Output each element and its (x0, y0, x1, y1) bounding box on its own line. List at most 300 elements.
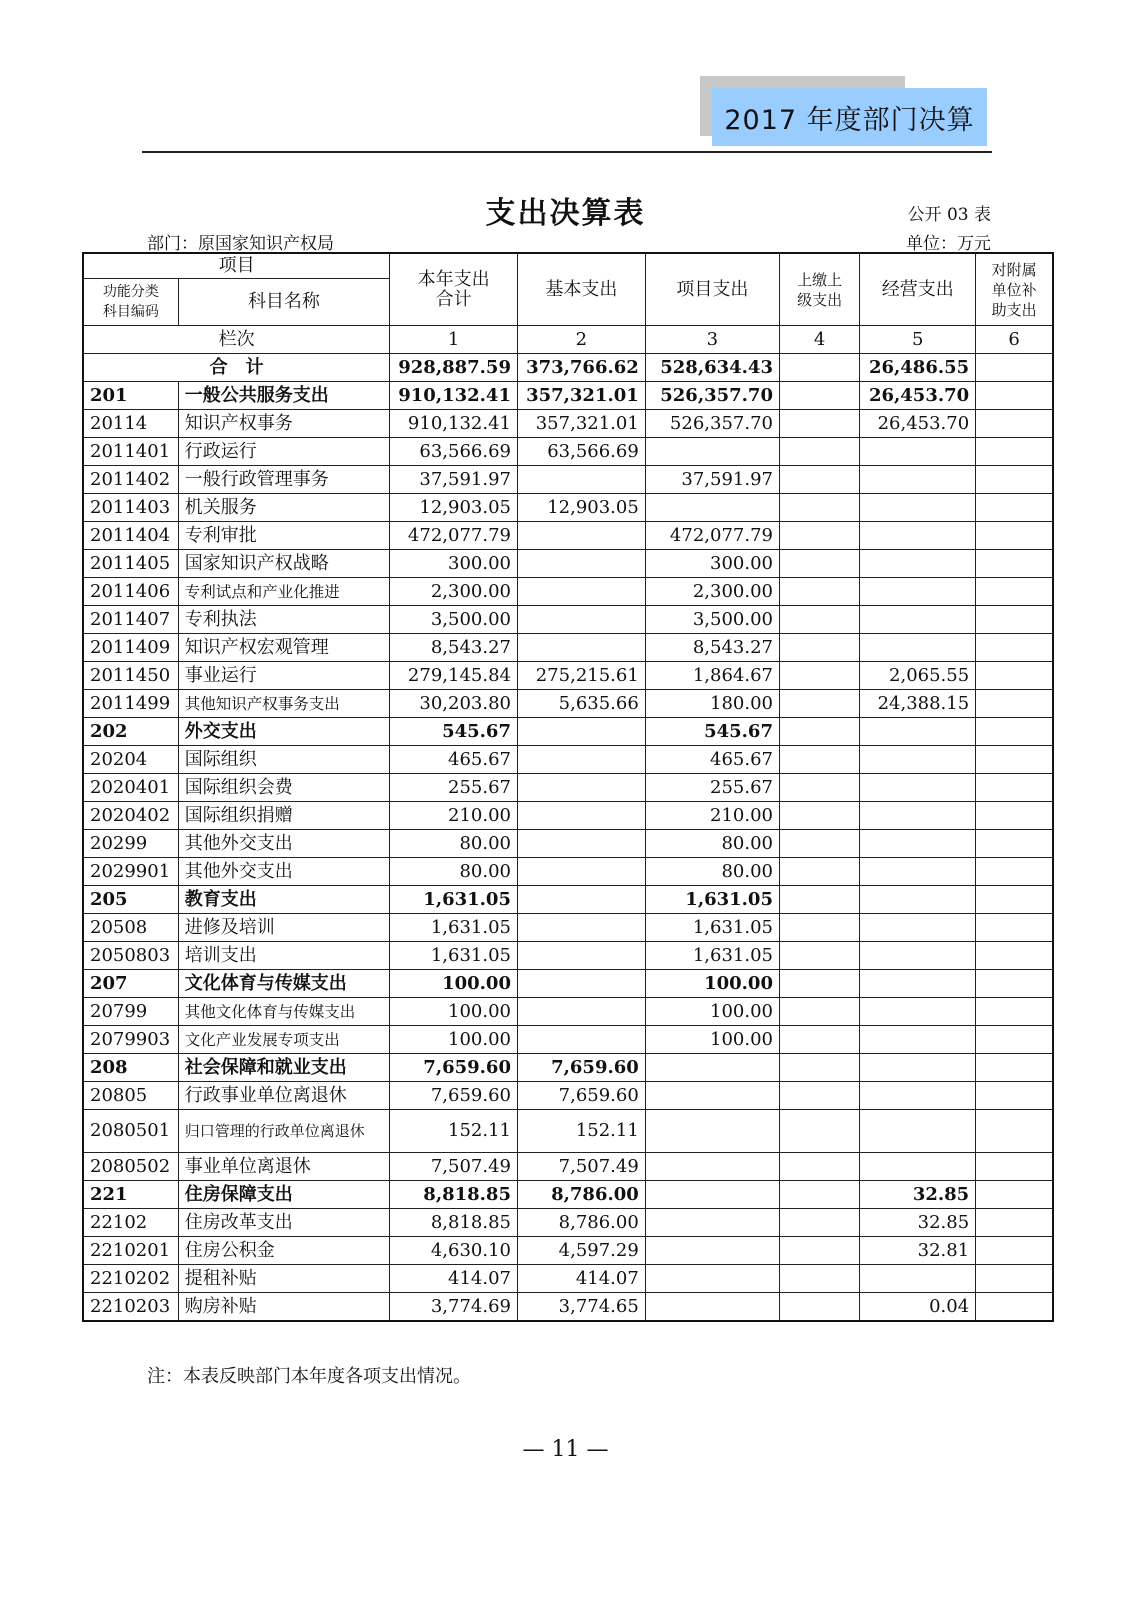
row-subsidy (976, 522, 1053, 550)
row-project: 3,500.00 (645, 606, 779, 634)
row-subsidy (976, 914, 1053, 942)
row-total: 1,631.05 (390, 886, 518, 914)
row-basic (517, 578, 645, 606)
row-total: 8,818.85 (390, 1181, 518, 1209)
row-project (645, 1153, 779, 1181)
row-basic: 414.07 (517, 1265, 645, 1293)
row-project: 526,357.70 (645, 410, 779, 438)
row-upper (779, 886, 859, 914)
row-subsidy (976, 774, 1053, 802)
total-upper (779, 354, 859, 382)
table-row (83, 494, 1053, 522)
row-basic (517, 1026, 645, 1054)
row-total: 100.00 (390, 998, 518, 1026)
header-code: 功能分类 科目编码 (83, 279, 178, 326)
row-project (645, 1293, 779, 1322)
row-basic (517, 718, 645, 746)
table-row (83, 802, 1053, 830)
row-upper (779, 382, 859, 410)
row-basic (517, 886, 645, 914)
row-project: 37,591.97 (645, 466, 779, 494)
row-code: 201 (83, 382, 178, 410)
header-project: 项目 (83, 253, 390, 279)
table-row (83, 774, 1053, 802)
row-basic (517, 774, 645, 802)
row-name: 国家知识产权战略 (178, 550, 389, 578)
row-business (860, 1054, 976, 1082)
row-upper (779, 438, 859, 466)
row-upper (779, 662, 859, 690)
table-note: 注：本表反映部门本年度各项支出情况。 (147, 1366, 471, 1387)
row-basic (517, 802, 645, 830)
row-business (860, 1265, 976, 1293)
row-business (860, 522, 976, 550)
row-project: 100.00 (645, 970, 779, 998)
column-number-4: 4 (779, 326, 859, 354)
row-name: 购房补贴 (178, 1293, 389, 1322)
table-row (83, 1026, 1053, 1054)
table-row (83, 634, 1053, 662)
row-basic (517, 606, 645, 634)
row-total: 100.00 (390, 970, 518, 998)
header-business: 经营支出 (860, 253, 976, 326)
row-subsidy (976, 690, 1053, 718)
row-business (860, 606, 976, 634)
table-row (83, 998, 1053, 1026)
row-basic: 5,635.66 (517, 690, 645, 718)
row-total: 910,132.41 (390, 382, 518, 410)
row-business (860, 914, 976, 942)
row-code: 221 (83, 1181, 178, 1209)
row-total: 1,631.05 (390, 942, 518, 970)
row-basic (517, 550, 645, 578)
row-project (645, 1110, 779, 1153)
row-project: 2,300.00 (645, 578, 779, 606)
row-name: 住房保障支出 (178, 1181, 389, 1209)
row-code: 2011409 (83, 634, 178, 662)
row-business (860, 802, 976, 830)
row-subsidy (976, 970, 1053, 998)
row-name: 国际组织捐赠 (178, 802, 389, 830)
row-name: 事业单位离退休 (178, 1153, 389, 1181)
row-code: 20299 (83, 830, 178, 858)
table-row (83, 606, 1053, 634)
row-code: 2210203 (83, 1293, 178, 1322)
row-upper (779, 1026, 859, 1054)
row-basic: 12,903.05 (517, 494, 645, 522)
row-project: 1,631.05 (645, 914, 779, 942)
row-code: 2011401 (83, 438, 178, 466)
header-basic: 基本支出 (517, 253, 645, 326)
row-basic: 8,786.00 (517, 1209, 645, 1237)
row-code: 2011406 (83, 578, 178, 606)
row-business: 24,388.15 (860, 690, 976, 718)
row-total: 1,631.05 (390, 914, 518, 942)
table-row (83, 1181, 1053, 1209)
row-subsidy (976, 718, 1053, 746)
row-total: 80.00 (390, 858, 518, 886)
column-number-5: 5 (860, 326, 976, 354)
row-total: 37,591.97 (390, 466, 518, 494)
row-name: 知识产权事务 (178, 410, 389, 438)
row-basic (517, 466, 645, 494)
row-code: 205 (83, 886, 178, 914)
row-name: 机关服务 (178, 494, 389, 522)
row-total: 7,659.60 (390, 1082, 518, 1110)
row-total: 152.11 (390, 1110, 518, 1153)
row-basic: 275,215.61 (517, 662, 645, 690)
row-name: 一般公共服务支出 (178, 382, 389, 410)
department-label: 部门：原国家知识产权局 (147, 234, 334, 254)
row-subsidy (976, 1153, 1053, 1181)
table-row (83, 522, 1053, 550)
header-total: 本年支出 合计 (390, 253, 518, 326)
header-project-expenditure: 项目支出 (645, 253, 779, 326)
row-business: 2,065.55 (860, 662, 976, 690)
row-subsidy (976, 1054, 1053, 1082)
table-row (83, 942, 1053, 970)
row-name: 其他外交支出 (178, 858, 389, 886)
total-project: 528,634.43 (645, 354, 779, 382)
row-name: 国际组织会费 (178, 774, 389, 802)
row-project: 1,864.67 (645, 662, 779, 690)
header-row-1 (83, 253, 1053, 279)
row-total: 279,145.84 (390, 662, 518, 690)
row-project (645, 1054, 779, 1082)
row-total: 255.67 (390, 774, 518, 802)
row-business (860, 1110, 976, 1153)
row-basic (517, 634, 645, 662)
table-row (83, 830, 1053, 858)
row-project (645, 1082, 779, 1110)
row-code: 2080502 (83, 1153, 178, 1181)
row-business (860, 858, 976, 886)
table-row (83, 410, 1053, 438)
row-subsidy (976, 466, 1053, 494)
unit-label: 单位：万元 (906, 234, 991, 254)
table-row (83, 1265, 1053, 1293)
row-name: 其他外交支出 (178, 830, 389, 858)
row-upper (779, 690, 859, 718)
table-row (83, 1082, 1053, 1110)
page-title: 支出决算表 (485, 196, 646, 231)
total-subsidy (976, 354, 1053, 382)
table-row (83, 970, 1053, 998)
row-code: 20799 (83, 998, 178, 1026)
row-business (860, 578, 976, 606)
row-subsidy (976, 578, 1053, 606)
row-name: 进修及培训 (178, 914, 389, 942)
table-row (83, 690, 1053, 718)
row-business (860, 466, 976, 494)
row-code: 2050803 (83, 942, 178, 970)
row-code: 2029901 (83, 858, 178, 886)
row-basic: 152.11 (517, 1110, 645, 1153)
row-business (860, 438, 976, 466)
row-project: 545.67 (645, 718, 779, 746)
column-number-1: 1 (390, 326, 518, 354)
row-code: 2079903 (83, 1026, 178, 1054)
header-name: 科目名称 (178, 279, 389, 326)
row-subsidy (976, 662, 1053, 690)
row-upper (779, 746, 859, 774)
total-business: 26,486.55 (860, 354, 976, 382)
table-row (83, 578, 1053, 606)
row-code: 22102 (83, 1209, 178, 1237)
row-upper (779, 1110, 859, 1153)
row-name: 专利执法 (178, 606, 389, 634)
row-code: 207 (83, 970, 178, 998)
row-subsidy (976, 942, 1053, 970)
column-number-3: 3 (645, 326, 779, 354)
row-total: 80.00 (390, 830, 518, 858)
row-business: 26,453.70 (860, 382, 976, 410)
row-subsidy (976, 1026, 1053, 1054)
row-business (860, 942, 976, 970)
row-name: 行政事业单位离退休 (178, 1082, 389, 1110)
row-subsidy (976, 1293, 1053, 1322)
header-upper-level: 上缴上 级支出 (779, 253, 859, 326)
table-row (83, 438, 1053, 466)
total-basic: 373,766.62 (517, 354, 645, 382)
row-upper (779, 410, 859, 438)
row-code: 20508 (83, 914, 178, 942)
row-project (645, 1265, 779, 1293)
row-code: 20114 (83, 410, 178, 438)
row-subsidy (976, 410, 1053, 438)
row-basic (517, 830, 645, 858)
row-name: 一般行政管理事务 (178, 466, 389, 494)
row-code: 2020401 (83, 774, 178, 802)
row-code: 202 (83, 718, 178, 746)
total-label: 合 计 (83, 354, 390, 382)
row-total: 300.00 (390, 550, 518, 578)
row-upper (779, 494, 859, 522)
row-total: 545.67 (390, 718, 518, 746)
row-basic: 8,786.00 (517, 1181, 645, 1209)
row-name: 知识产权宏观管理 (178, 634, 389, 662)
row-code: 2011407 (83, 606, 178, 634)
row-code: 20204 (83, 746, 178, 774)
row-code: 2210202 (83, 1265, 178, 1293)
expenditure-table (82, 252, 1054, 1322)
row-total: 8,818.85 (390, 1209, 518, 1237)
row-upper (779, 1153, 859, 1181)
table-row (83, 858, 1053, 886)
row-subsidy (976, 606, 1053, 634)
row-name: 培训支出 (178, 942, 389, 970)
row-name: 其他文化体育与传媒支出 (178, 998, 389, 1026)
table-row (83, 746, 1053, 774)
row-business (860, 550, 976, 578)
row-business (860, 1082, 976, 1110)
table-row (83, 914, 1053, 942)
row-upper (779, 802, 859, 830)
row-project (645, 1181, 779, 1209)
header-subsidy: 对附属 单位补 助支出 (976, 253, 1053, 326)
row-basic: 63,566.69 (517, 438, 645, 466)
row-project: 80.00 (645, 858, 779, 886)
row-project: 526,357.70 (645, 382, 779, 410)
row-code: 2011499 (83, 690, 178, 718)
row-project: 300.00 (645, 550, 779, 578)
row-project: 1,631.05 (645, 942, 779, 970)
row-name: 教育支出 (178, 886, 389, 914)
row-total: 472,077.79 (390, 522, 518, 550)
row-business: 32.85 (860, 1209, 976, 1237)
total-sum: 928,887.59 (390, 354, 518, 382)
row-total: 63,566.69 (390, 438, 518, 466)
row-project (645, 438, 779, 466)
header-divider (142, 151, 992, 153)
row-project: 465.67 (645, 746, 779, 774)
row-upper (779, 634, 859, 662)
row-basic: 357,321.01 (517, 410, 645, 438)
row-business: 0.04 (860, 1293, 976, 1322)
row-total: 7,507.49 (390, 1153, 518, 1181)
row-upper (779, 998, 859, 1026)
row-business (860, 746, 976, 774)
row-basic (517, 970, 645, 998)
row-project (645, 1209, 779, 1237)
row-business: 32.85 (860, 1181, 976, 1209)
row-upper (779, 578, 859, 606)
column-number-2: 2 (517, 326, 645, 354)
table-row (83, 886, 1053, 914)
row-total: 8,543.27 (390, 634, 518, 662)
row-name: 外交支出 (178, 718, 389, 746)
row-total: 30,203.80 (390, 690, 518, 718)
row-basic (517, 746, 645, 774)
row-total: 12,903.05 (390, 494, 518, 522)
row-basic (517, 998, 645, 1026)
row-total: 4,630.10 (390, 1237, 518, 1265)
column-number-label: 栏次 (83, 326, 390, 354)
column-number-row (83, 326, 1053, 354)
row-upper (779, 858, 859, 886)
row-name: 国际组织 (178, 746, 389, 774)
row-code: 2080501 (83, 1110, 178, 1153)
row-name: 行政运行 (178, 438, 389, 466)
row-project (645, 1237, 779, 1265)
row-business (860, 1026, 976, 1054)
row-subsidy (976, 1082, 1053, 1110)
row-subsidy (976, 550, 1053, 578)
table-row (83, 1153, 1053, 1181)
row-total: 3,500.00 (390, 606, 518, 634)
row-total: 2,300.00 (390, 578, 518, 606)
row-code: 2011403 (83, 494, 178, 522)
table-row (83, 1209, 1053, 1237)
table-number: 公开 03 表 (907, 205, 991, 225)
row-basic (517, 914, 645, 942)
row-name: 文化产业发展专项支出 (178, 1026, 389, 1054)
row-project: 8,543.27 (645, 634, 779, 662)
row-subsidy (976, 886, 1053, 914)
row-subsidy (976, 802, 1053, 830)
table-row (83, 466, 1053, 494)
row-upper (779, 914, 859, 942)
report-banner: 2017 年度部门决算 (712, 88, 987, 146)
table-row (83, 382, 1053, 410)
row-total: 7,659.60 (390, 1054, 518, 1082)
row-code: 2011402 (83, 466, 178, 494)
row-subsidy (976, 1110, 1053, 1153)
row-business (860, 1153, 976, 1181)
row-total: 3,774.69 (390, 1293, 518, 1322)
row-upper (779, 970, 859, 998)
row-basic: 4,597.29 (517, 1237, 645, 1265)
row-upper (779, 774, 859, 802)
row-subsidy (976, 830, 1053, 858)
row-total: 465.67 (390, 746, 518, 774)
row-name: 文化体育与传媒支出 (178, 970, 389, 998)
row-upper (779, 718, 859, 746)
row-upper (779, 1082, 859, 1110)
row-subsidy (976, 438, 1053, 466)
row-code: 2020402 (83, 802, 178, 830)
row-subsidy (976, 1265, 1053, 1293)
row-subsidy (976, 1237, 1053, 1265)
row-subsidy (976, 858, 1053, 886)
row-code: 20805 (83, 1082, 178, 1110)
row-business (860, 634, 976, 662)
row-subsidy (976, 746, 1053, 774)
row-project (645, 494, 779, 522)
row-business (860, 970, 976, 998)
table-row (83, 662, 1053, 690)
row-basic: 357,321.01 (517, 382, 645, 410)
row-upper (779, 466, 859, 494)
row-project: 180.00 (645, 690, 779, 718)
row-subsidy (976, 1209, 1053, 1237)
row-upper (779, 1237, 859, 1265)
row-name: 专利试点和产业化推进 (178, 578, 389, 606)
row-upper (779, 1265, 859, 1293)
row-code: 208 (83, 1054, 178, 1082)
table-row (83, 550, 1053, 578)
row-upper (779, 1181, 859, 1209)
page-number: — 11 — (522, 1437, 609, 1462)
row-business (860, 998, 976, 1026)
row-code: 2011450 (83, 662, 178, 690)
row-upper (779, 606, 859, 634)
row-upper (779, 942, 859, 970)
row-upper (779, 1054, 859, 1082)
row-total: 100.00 (390, 1026, 518, 1054)
row-upper (779, 550, 859, 578)
row-business (860, 774, 976, 802)
row-name: 其他知识产权事务支出 (178, 690, 389, 718)
row-project: 1,631.05 (645, 886, 779, 914)
row-subsidy (976, 494, 1053, 522)
row-subsidy (976, 634, 1053, 662)
row-business (860, 830, 976, 858)
row-name: 住房改革支出 (178, 1209, 389, 1237)
table-row (83, 1237, 1053, 1265)
row-name: 社会保障和就业支出 (178, 1054, 389, 1082)
row-business (860, 494, 976, 522)
row-name: 归口管理的行政单位离退休 (178, 1110, 389, 1153)
row-upper (779, 1293, 859, 1322)
row-business (860, 886, 976, 914)
row-business (860, 718, 976, 746)
row-subsidy (976, 1181, 1053, 1209)
row-basic: 7,659.60 (517, 1082, 645, 1110)
table-row (83, 1054, 1053, 1082)
row-name: 提租补贴 (178, 1265, 389, 1293)
row-project: 255.67 (645, 774, 779, 802)
